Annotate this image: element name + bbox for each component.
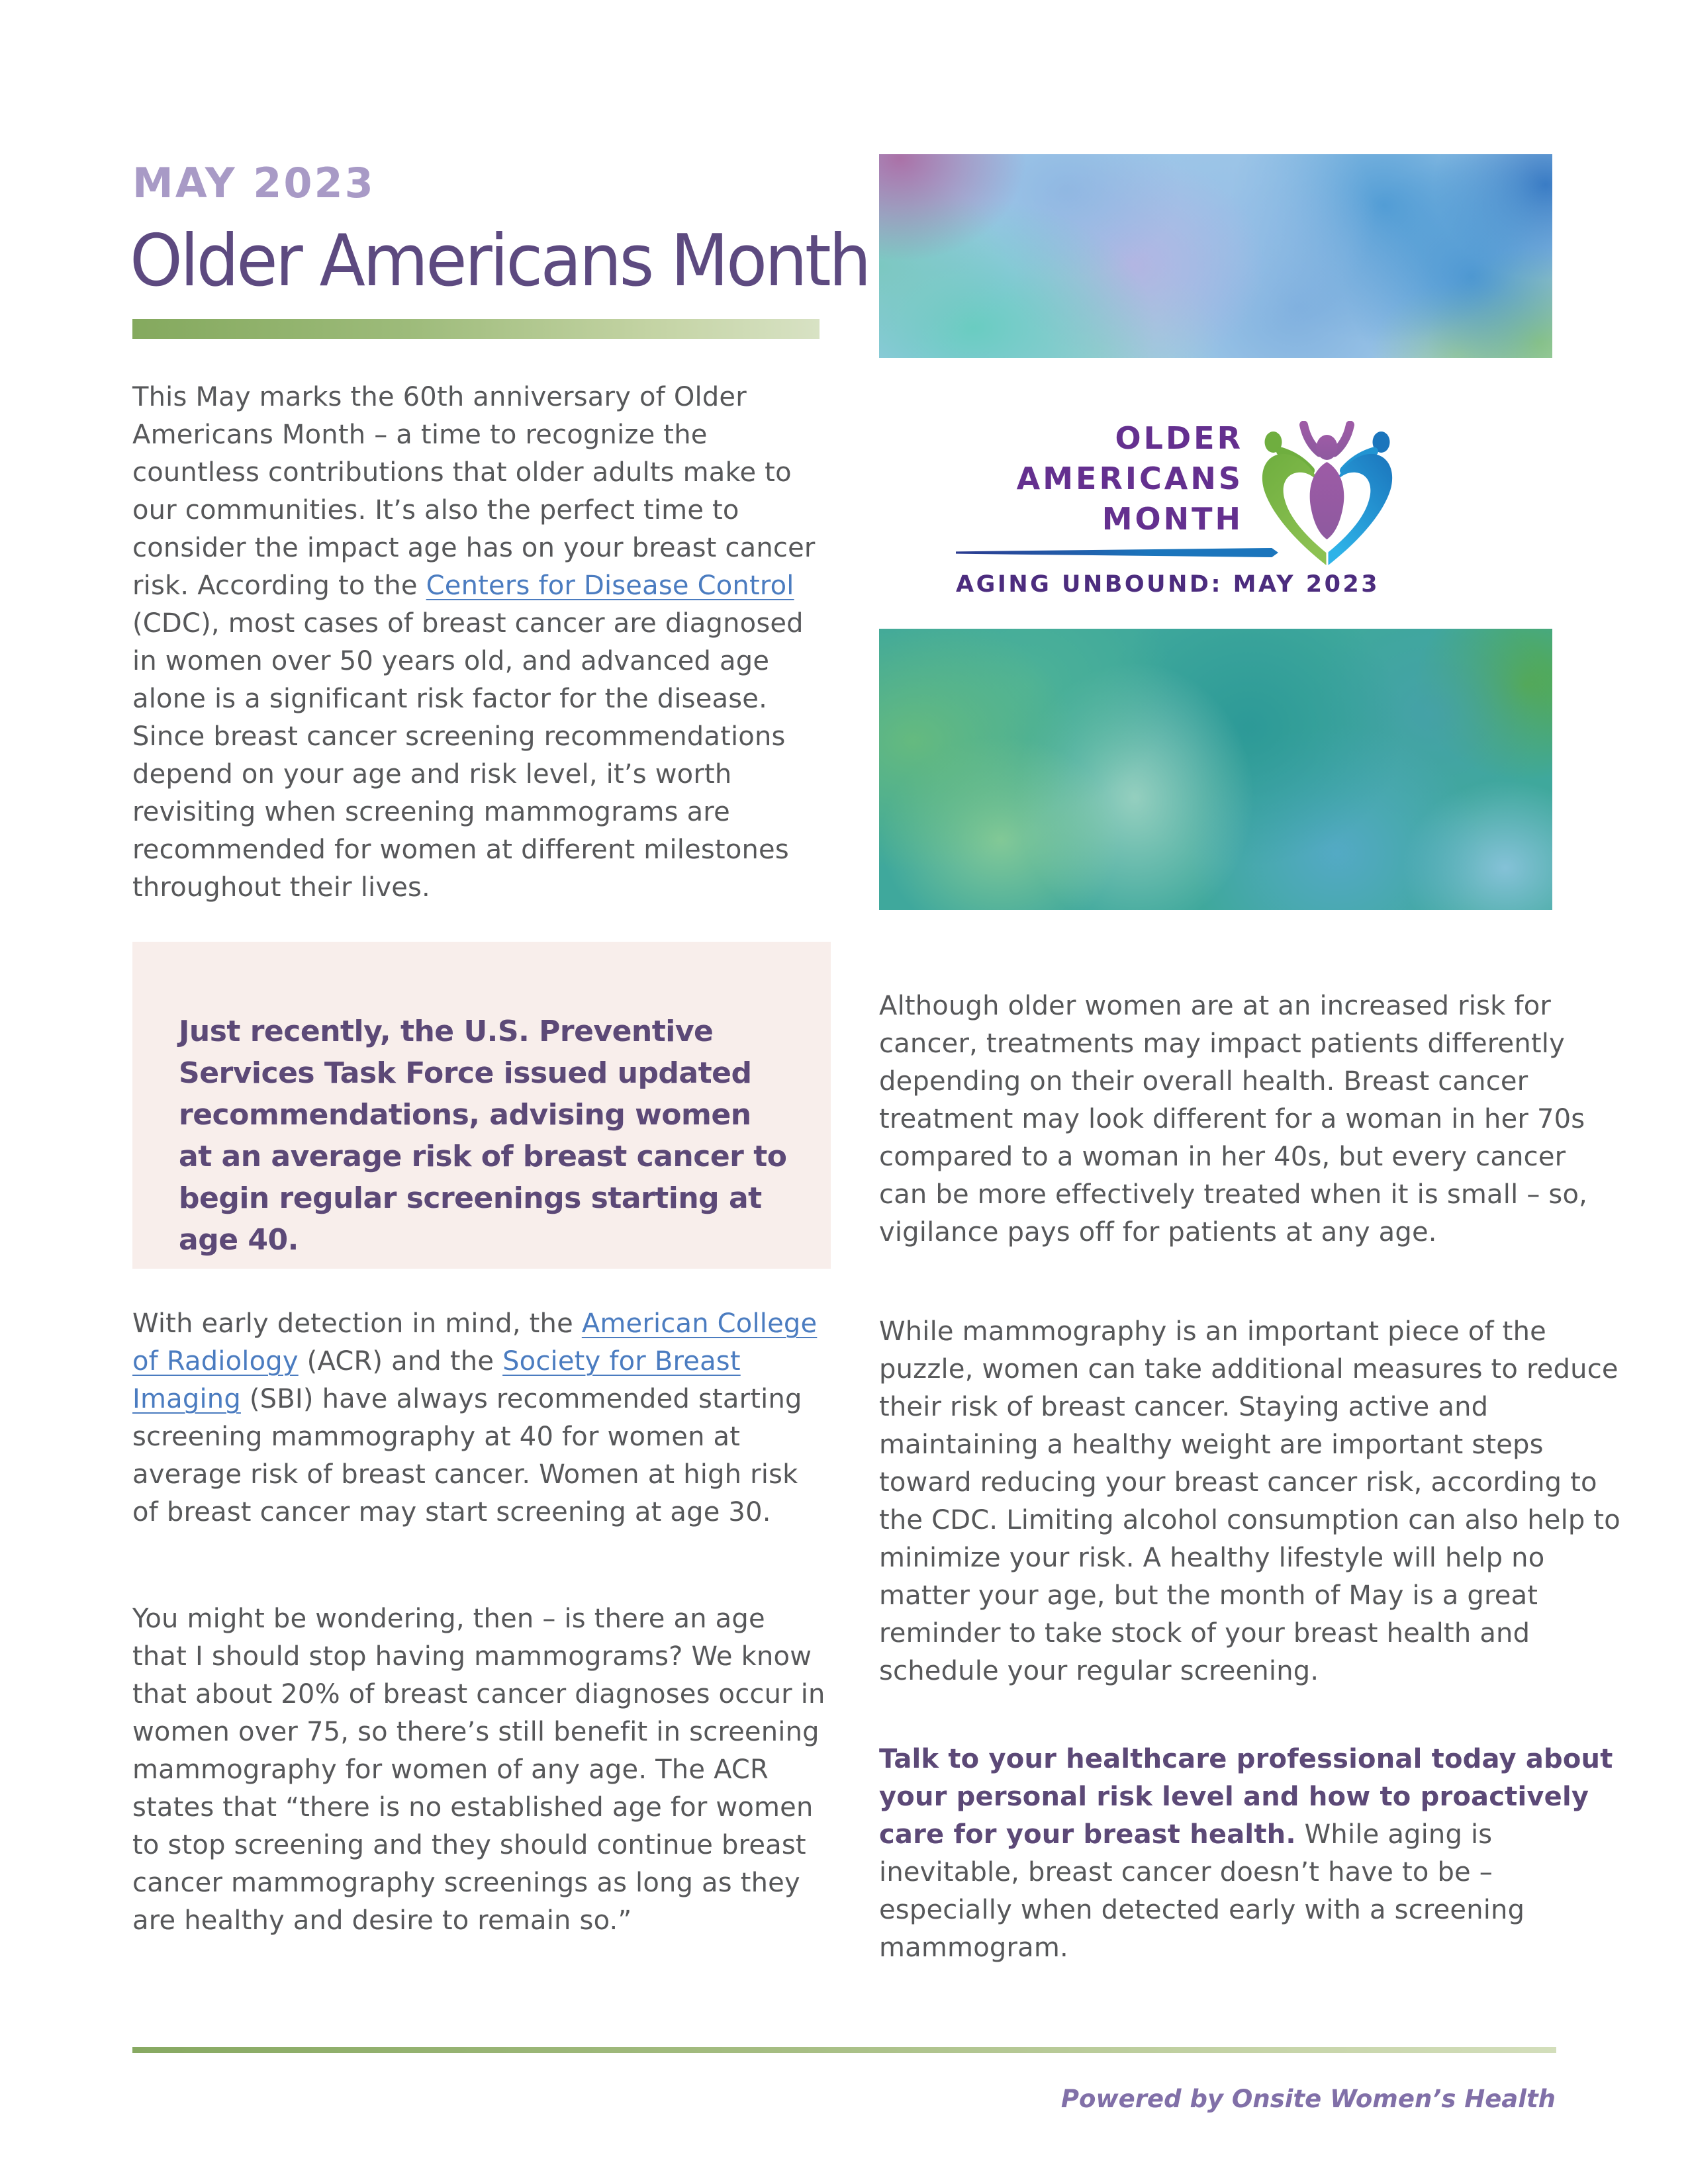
logo-white-band [879, 358, 1552, 629]
logo-divider-line [956, 548, 1278, 557]
inline-link[interactable]: American College of Radiology [132, 1308, 818, 1377]
oam-logo-line3: MONTH [1102, 501, 1243, 537]
text-run: (ACR) and the [298, 1346, 503, 1377]
inline-link[interactable]: Society for Breast Imaging [132, 1346, 741, 1414]
detection-paragraph [132, 1305, 826, 1531]
text-run: While aging is inevitable, breast cancer doesn’t have to be – especially when detected early with a screening mammogram. [879, 1819, 1525, 1963]
watercolor-bottom-band [879, 629, 1552, 910]
text-run: With early detection in mind, the [132, 1308, 582, 1339]
callout-text: Just recently, the U.S. Preventive Services Task Force issued updated recommendations, advising women at an average risk of breast cancer to begin regular screenings starting at age 40. [179, 1015, 787, 1257]
issue-date-kicker: MAY 2023 [132, 159, 375, 207]
oam-logo-wordmark [1017, 418, 1243, 539]
bold-text-run: Talk to your healthcare professional today about your personal risk level and how to proactively care for your breast health. [879, 1744, 1613, 1850]
text-run: (CDC), most cases of breast cancer are diagnosed in women over 50 years old, and advanced age alone is a significant risk factor for the disease. Since breast cancer screening recommendations depend on your age and risk level, it’s worth revisiting when screening mammograms are recommended for women at different milestones throughout their lives. [132, 608, 804, 903]
logo-tagline: AGING UNBOUND: MAY 2023 [956, 571, 1380, 598]
oam-logo-line2: AMERICANS [1016, 461, 1243, 496]
talk-paragraph [879, 1741, 1622, 1967]
inline-link[interactable]: Centers for Disease Control [426, 570, 794, 601]
older-women-paragraph: Although older women are at an increased risk for cancer, treatments may impact patients differently depending on their overall health. Breast cancer treatment may look different for a woman in her 70s compared to a woman in her 40s, but every cancer can be more effectively treated when it is small – so, vigilance pays off for patients at any age. [879, 991, 1588, 1248]
oam-heart-people-icon [1258, 421, 1397, 568]
page-title: Older Americans Month [130, 220, 869, 302]
text-run: (SBI) have always recommended starting screening mammography at 40 for women at average risk of breast cancer. Women at high risk of breast cancer may start screening at age 30. [132, 1384, 802, 1527]
title-underline-bar [132, 319, 820, 339]
intro-paragraph [132, 379, 826, 907]
wondering-paragraph: You might be wondering, then – is there an age that I should stop having mammograms? We know that about 20% of breast cancer diagnoses occur in women over 75, so there’s still benefit in screening mammography for women of any age. The ACR states that “there is no established age for women to stop screening and they should continue breast cancer mammography screenings as long as they are healthy and desire to remain so.” [132, 1604, 825, 1936]
callout-box [132, 942, 831, 1269]
text-run: This May marks the 60th anniversary of Older Americans Month – a time to recognize the countless contributions that older adults make to our communities. It’s also the perfect time to consider the impact age has on your breast cancer risk. According to the [132, 382, 816, 601]
mammography-paragraph: While mammography is an important piece of the puzzle, women can take additional measures to reduce their risk of breast cancer. Staying active and maintaining a healthy weight are important steps toward reducing your breast cancer risk, according to the CDC. Limiting alcohol consumption can also help to minimize your risk. A healthy lifestyle will help no matter your age, but the month of May is a great reminder to take stock of your breast health and schedule your regular screening. [879, 1316, 1620, 1686]
footer-credit: Powered by Onsite Women’s Health [1060, 2085, 1556, 2113]
footer-divider [132, 2047, 1556, 2053]
oam-logo-line1: OLDER [1115, 420, 1243, 456]
watercolor-top-band [879, 154, 1552, 358]
hero-image [879, 154, 1552, 910]
